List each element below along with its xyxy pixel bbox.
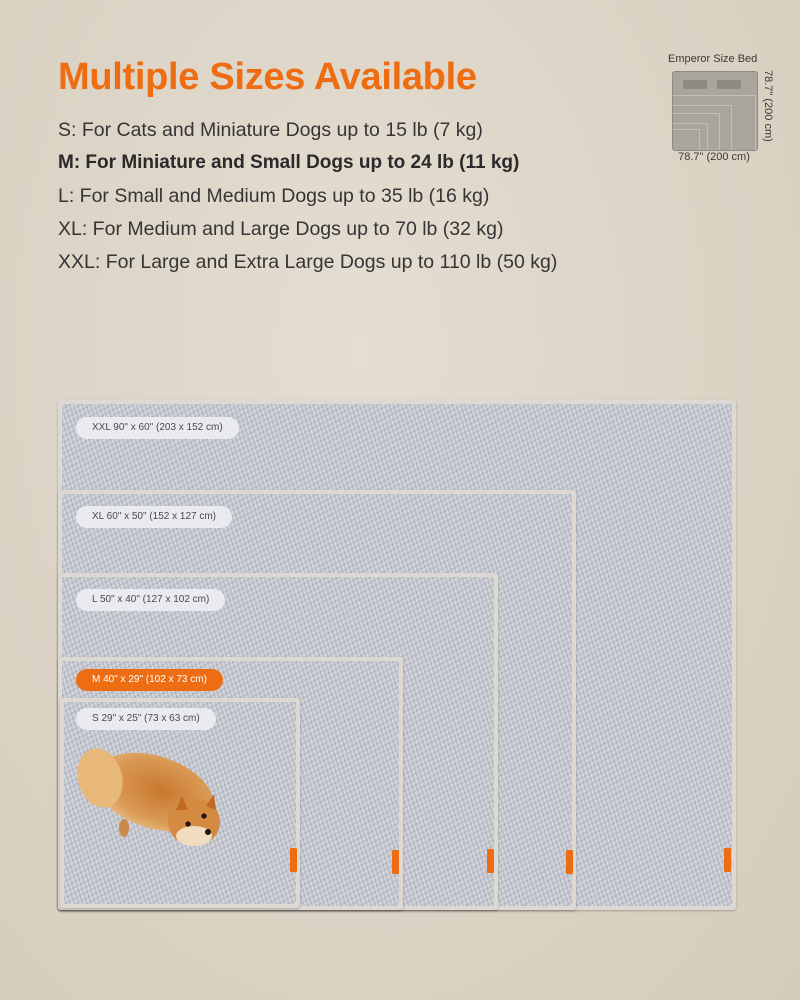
size-description-m: M: For Miniature and Small Dogs up to 24 lb (11 kg): [58, 152, 520, 173]
size-label-m: M 40" x 29" (102 x 73 cm): [76, 669, 223, 691]
brand-tag-icon: [724, 848, 731, 872]
size-description-s: S: For Cats and Miniature Dogs up to 15 lb (7 kg): [58, 119, 483, 141]
pillow-icon: [683, 80, 707, 89]
size-description-xxl: XXL: For Large and Extra Large Dogs up to 110 lb (50 kg): [58, 251, 558, 273]
brand-tag-icon: [487, 849, 494, 873]
brand-tag-icon: [566, 850, 573, 874]
page-title: Multiple Sizes Available: [58, 56, 477, 98]
size-label-xl: XL 60" x 50" (152 x 127 cm): [76, 506, 232, 528]
size-description-list: [58, 116, 557, 281]
brand-tag-icon: [392, 850, 399, 874]
emperor-bed-width: 78.7" (200 cm): [678, 151, 750, 163]
size-description-xl: XL: For Medium and Large Dogs up to 70 lb (32 kg): [58, 218, 504, 240]
dog-image: [72, 740, 232, 860]
emperor-bed-diagram: [672, 71, 758, 151]
diagram-s-outline: [673, 129, 700, 150]
size-label-xxl: XXL 90" x 60" (203 x 152 cm): [76, 417, 239, 439]
size-label-l: L 50" x 40" (127 x 102 cm): [76, 589, 225, 611]
brand-tag-icon: [290, 848, 297, 872]
emperor-bed-height: 78.7" (200 cm): [762, 70, 774, 142]
emperor-bed-label: Emperor Size Bed: [668, 53, 758, 65]
size-label-s: S 29" x 25" (73 x 63 cm): [76, 708, 216, 730]
pillow-icon: [717, 80, 741, 89]
size-description-l: L: For Small and Medium Dogs up to 35 lb (16 kg): [58, 185, 490, 207]
